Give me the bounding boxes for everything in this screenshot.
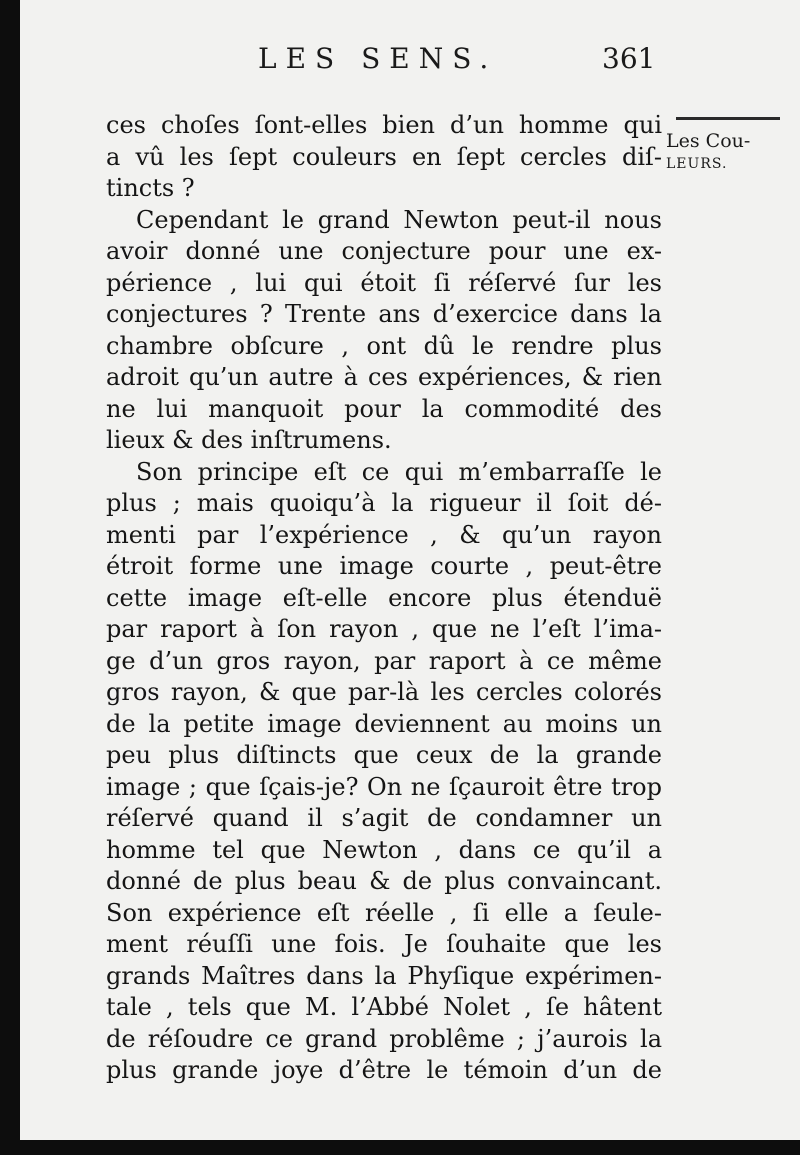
text-line: peu plus diſtincts que ceux de la grande [106,741,662,769]
text-line: Cependant le grand Newton peut-il nous [136,205,662,234]
text-line: conjectures ? Trente ans d’exercice dans la [106,300,662,328]
text-line: de réſoudre ce grand problême ; j’aurois la [106,1024,662,1053]
text-line: tale , tels que M. l’Abbé Nolet , ſe hâtent [106,993,662,1021]
text-line: avoir donné une conjecture pour une ex- [106,237,662,265]
text-line: réſervé quand il s’agit de condamner un [106,804,662,832]
margin-note [666,130,788,176]
text-line: homme tel que Newton , dans ce qu’il a [106,835,662,864]
text-line: ment réuſſi une fois. Je ſouhaite que les [106,930,662,958]
running-head: LES SENS. [258,42,498,75]
text-line: adroit qu’un autre à ces expériences, & rien [106,363,662,391]
text-line: ces choſes ſont-elles bien d’un homme qui [106,111,662,139]
text-line: Son expérience eſt réelle , ſi elle a ſeule- [106,898,662,927]
scan-bottom-edge [0,1140,800,1155]
text-line: plus ; mais quoiqu’à la rigueur il ſoit dé- [106,489,662,517]
text-line: donné de plus beau & de plus convaincant. [106,867,662,895]
text-line: image ; que ſçais-je? On ne ſçauroit être trop [106,772,662,801]
text-line: menti par l’expérience , & qu’un rayon [106,520,662,549]
body-text [106,110,662,1087]
scan-left-edge [0,0,20,1155]
text-line: par raport à ſon rayon , que ne l’eſt l’ima- [106,615,662,643]
text-line: étroit forme une image courte , peut-être [106,552,662,580]
text-line: cette image eſt-elle encore plus étenduë [106,583,662,612]
margin-rule [676,117,780,120]
text-line: ne lui manquoit pour la commodité des [106,394,662,423]
text-line: grands Maîtres dans la Phyſique expérimen- [106,961,662,990]
margin-note-line: Les Cou- [666,130,751,152]
margin-note-line: LEURS. [666,156,728,172]
text-line: chambre obſcure , ont dû le rendre plus [106,331,662,360]
text-line: plus grande joye d’être le témoin d’un de [106,1056,662,1084]
text-line: lieux & des inſtrumens. [106,426,392,454]
page-number: 361 [602,42,656,75]
text-line: Son principe eſt ce qui m’embarraſſe le [136,457,662,486]
text-line: tincts ? [106,174,195,202]
text-line: de la petite image deviennent au moins un [106,709,662,738]
text-line: gros rayon, & que par-là les cercles colorés [106,678,662,706]
text-line: périence , lui qui étoit ſi réſervé ſur les [106,268,662,297]
text-line: a vû les ſept couleurs en ſept cercles diſ- [106,142,662,171]
text-line: ge d’un gros rayon, par raport à ce même [106,646,662,675]
